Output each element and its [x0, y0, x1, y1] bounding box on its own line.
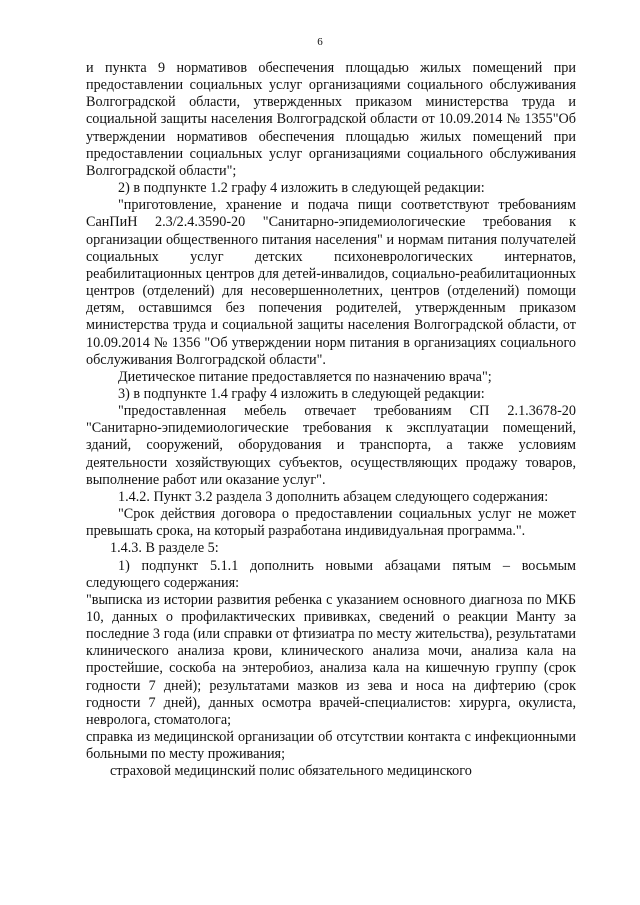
paragraph-11: "выписка из истории развития ребенка с указанием основного диагноза по МКБ 10, данных о профилактических прививках, сведений о реакции Манту за последние 3 года (или справки от фтизиатра по месту жительства), результатами клинического анализа крови, клинического анализа мочи, анализа кала на простейшие, соскоба на энтеробиоз, анализа кала на кишечную группу (срок годности 7 дней); результатами мазков из зева и носа на дифтерию (срок годности 7 дней), данных осмотра врачей-специалистов: хирурга, окулиста, невролога, стоматолога;	[86, 591, 576, 728]
paragraph-10: 1) подпункт 5.1.1 дополнить новыми абзацами пятым – восьмым следующего содержания:	[86, 557, 576, 591]
paragraph-8: "Срок действия договора о предоставлении социальных услуг не может превышать срока, на который разработана индивидуальная программа.".	[86, 506, 576, 540]
paragraph-12: справка из медицинской организации об отсутствии контакта с инфекционными больными по месту проживания;	[86, 729, 576, 763]
document-body	[86, 60, 576, 781]
paragraph-4: Диетическое питание предоставляется по назначению врача";	[118, 368, 492, 385]
paragraph-2: 2) в подпункте 1.2 графу 4 изложить в следующей редакции:	[118, 180, 485, 197]
paragraph-3: "приготовление, хранение и подача пищи соответствуют требованиям СанПиН 2.3/2.4.3590-20 "Санитарно-эпидемиологические требования к организации общественного питания населения" и нормам питания получателей социальных услуг детских психоневрологических интернатов, реабилитационных центров для детей-инвалидов, социально-реабилитационных центров (отделений) для несовершеннолетних, центров (отделений) помощи детям, оставшимся без попечения родителей, утвержденным приказом министерства труда и социальной защиты населения Волгоградской области, от 10.09.2014 № 1356 "Об утверждении норм питания в организациях социального обслуживания Волгоградской области".	[86, 197, 576, 368]
paragraph-13: страховой медицинский полис обязательного медицинского	[110, 763, 472, 780]
paragraph-6: "предоставленная мебель отвечает требованиям СП 2.1.3678-20 "Санитарно-эпидемиологические требования к эксплуатации помещений, зданий, сооружений, оборудования и транспорта, а также условиям деятельности хозяйствующих субъектов, осуществляющих продажу товаров, выполнение работ или оказание услуг".	[86, 403, 576, 488]
paragraph-7: 1.4.2. Пункт 3.2 раздела 3 дополнить абзацем следующего содержания:	[118, 488, 549, 505]
page-number: 6	[317, 36, 323, 48]
paragraph-9: 1.4.3. В разделе 5:	[110, 540, 219, 557]
paragraph-5: 3) в подпункте 1.4 графу 4 изложить в следующей редакции:	[118, 385, 485, 402]
paragraph-1: и пункта 9 нормативов обеспечения площадью жилых помещений при предоставлении социальных услуг организациями социального обслуживания Волгоградской области, утвержденных приказом министерства труда и социальной защиты населения Волгоградской области от 10.09.2014 № 1355"Об утверждении нормативов обеспечения площадью жилых помещений при предоставлении социальных услуг организациями социального обслуживания Волгоградской области";	[86, 60, 576, 179]
